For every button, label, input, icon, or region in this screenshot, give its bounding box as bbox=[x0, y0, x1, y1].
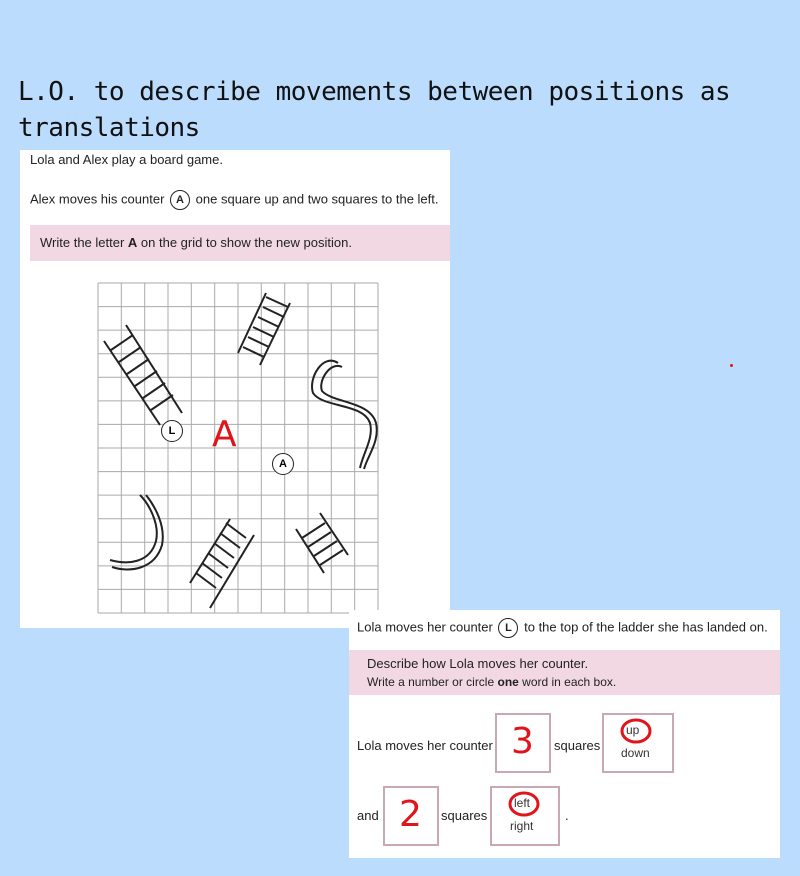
alex-text-post: one square up and two squares to the left. bbox=[195, 191, 439, 207]
row2-unit: squares bbox=[441, 808, 488, 823]
row1-label: Lola moves her counter bbox=[357, 738, 493, 753]
ladder-bottom-middle bbox=[190, 519, 254, 608]
ladder-bottom-right bbox=[296, 513, 348, 573]
lola-move-text bbox=[357, 618, 768, 638]
counter-a-badge: A bbox=[170, 190, 190, 210]
ladder-left bbox=[104, 325, 182, 425]
row1-option-down[interactable]: down bbox=[621, 746, 650, 760]
row2-handwritten-number: 2 bbox=[399, 794, 422, 835]
describe-instruction bbox=[367, 675, 616, 689]
intro-text: Lola and Alex play a board game. bbox=[30, 152, 223, 167]
instruction-letter: A bbox=[127, 235, 138, 250]
write-bold: one bbox=[497, 675, 519, 689]
ladder-top bbox=[238, 293, 290, 365]
handwritten-a-answer: A bbox=[212, 414, 237, 455]
describe-band bbox=[349, 650, 780, 695]
row2-option-right[interactable]: right bbox=[510, 819, 534, 833]
row1-direction-box[interactable] bbox=[602, 713, 674, 773]
row2-direction-box[interactable] bbox=[490, 786, 560, 846]
row2-number-box[interactable] bbox=[383, 786, 439, 846]
instruction-post: on the grid to show the new position. bbox=[137, 235, 352, 250]
snake-left bbox=[110, 495, 163, 569]
row1-unit: squares bbox=[554, 738, 601, 753]
page-title: L.O. to describe movements between positions as translations bbox=[18, 77, 731, 143]
stray-red-dot bbox=[730, 364, 733, 367]
row1-red-circle bbox=[618, 716, 654, 746]
row2-label: and bbox=[357, 808, 379, 823]
lola-text-pre: Lola moves her counter bbox=[357, 619, 493, 635]
row2-red-circle bbox=[506, 789, 542, 819]
row2-option-left[interactable]: left bbox=[514, 796, 531, 810]
row1-option-up[interactable]: up bbox=[626, 723, 640, 737]
counter-a-on-board: A bbox=[272, 453, 294, 475]
game-board-grid bbox=[98, 283, 378, 613]
describe-heading: Describe how Lola moves her counter. bbox=[367, 656, 589, 671]
alex-text-pre: Alex moves his counter bbox=[30, 191, 165, 207]
row1-number-box[interactable] bbox=[495, 713, 551, 773]
row2-period: . bbox=[565, 808, 569, 823]
counter-l-badge: L bbox=[498, 618, 518, 638]
instruction-text bbox=[40, 235, 352, 250]
row1-handwritten-number: 3 bbox=[511, 721, 534, 762]
alex-move-text bbox=[30, 190, 439, 210]
instruction-band bbox=[30, 225, 450, 261]
instruction-pre: Write the letter bbox=[40, 235, 128, 250]
lola-text-post: to the top of the ladder she has landed on. bbox=[524, 619, 768, 635]
worksheet-part-2 bbox=[349, 610, 780, 858]
write-pre: Write a number or circle bbox=[367, 675, 498, 689]
counter-l-on-board: L bbox=[161, 420, 183, 442]
write-post: word in each box. bbox=[518, 675, 617, 689]
grid-lines bbox=[98, 283, 378, 613]
